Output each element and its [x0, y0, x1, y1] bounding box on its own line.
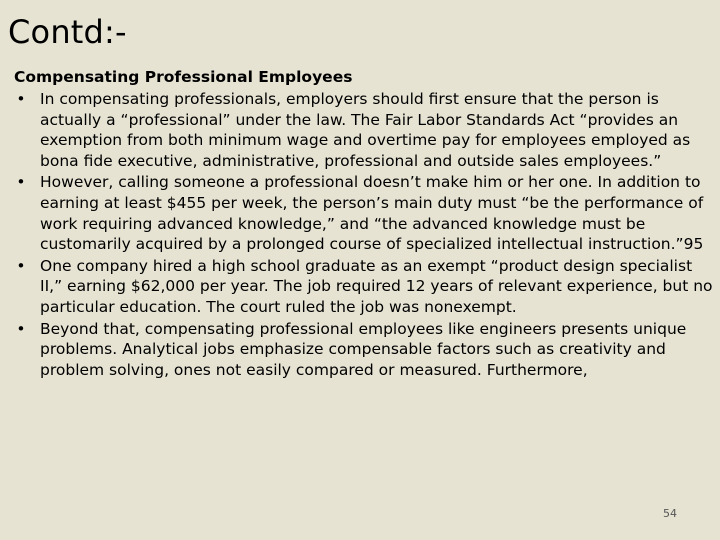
bullet-text: However, calling someone a professional doesn’t make him or her one. In addition to earning at least $455 per week, the person’s main duty must “be the performance of work requiring advanced knowledge,” and “the advanced knowledge must be customarily acquired by a prolonged course of specialized intellectual instruction.”95: [40, 173, 704, 254]
bullet-item: [14, 256, 718, 318]
bullet-list: [14, 89, 718, 380]
bullet-text: Beyond that, compensating professional employees like engineers presents unique problems. Analytical jobs emphasize compensable factors such as creativity and problem solving, ones not easily compared or measured. Furthermore,: [40, 319, 687, 379]
bullet-dot-icon: •: [16, 319, 26, 338]
bullet-dot-icon: •: [16, 90, 26, 108]
slide-title: Contd:-: [8, 13, 127, 51]
bullet-text: In compensating professionals, employers should first ensure that the person is actually a “professional” under the law. The Fair Labor Standards Act “provides an exemption from both minimum wage and overtime pay for employees employed as bona fide executive, administrative, professional and outside sales employees.”: [40, 90, 691, 170]
page-number: 54: [663, 507, 677, 520]
bullet-dot-icon: •: [16, 256, 26, 275]
bullet-dot-icon: •: [16, 173, 26, 192]
bullet-item: [14, 172, 718, 254]
bullet-item: [14, 89, 718, 171]
slide-content: [14, 67, 718, 381]
bullet-item: [14, 319, 718, 381]
bullet-text: One company hired a high school graduate as an exempt “product design specialist II,” earning $62,000 per year. The job required 12 years of relevant experience, but no particular education. The court ruled the job was nonexempt.: [40, 256, 713, 316]
section-subheading: Compensating Professional Employees: [14, 68, 353, 86]
